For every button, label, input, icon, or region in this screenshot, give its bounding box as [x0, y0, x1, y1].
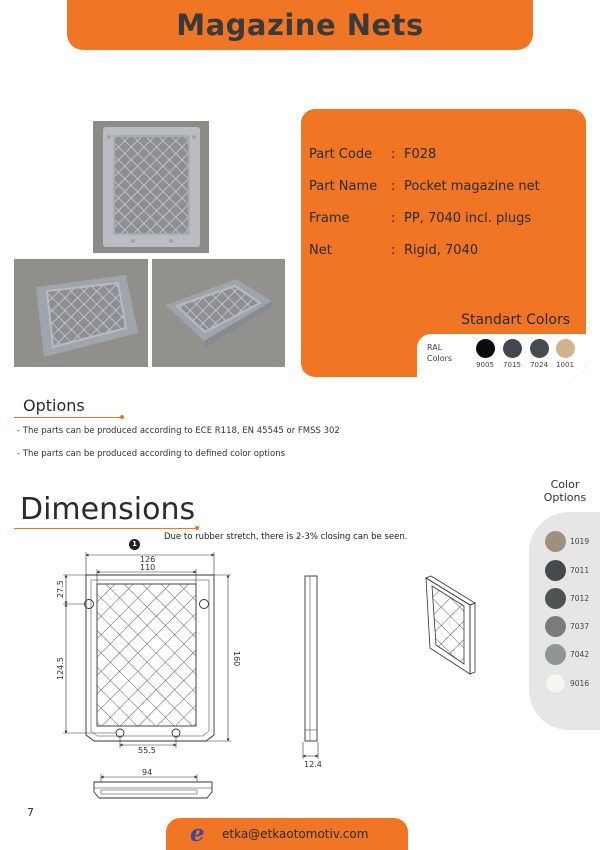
- ral-code-1001: 1001: [556, 361, 574, 369]
- color-code-1019: 1019: [570, 537, 590, 546]
- ral-swatch-9005: [476, 339, 495, 358]
- option-line: - The parts can be produced according to ECE R118, EN 45545 or FMSS 302: [17, 426, 340, 436]
- color-code-7012: 7012: [570, 594, 590, 603]
- color-code-7037: 7037: [570, 622, 590, 631]
- color-code-7042: 7042: [570, 650, 590, 659]
- spec-row-net: [309, 243, 478, 258]
- spec-row-part-code: [309, 147, 436, 162]
- spec-label: Part Code: [309, 147, 373, 162]
- product-photo-angle-left: [14, 259, 148, 367]
- page-number: 7: [27, 806, 34, 819]
- color-code-7011: 7011: [570, 566, 590, 575]
- magazine-net-angle-left-image: [14, 259, 148, 367]
- footer-bar: [166, 818, 408, 850]
- product-photo-front: [93, 121, 209, 253]
- dim-hole-spacing: 55.5: [138, 746, 156, 755]
- spec-separator: :: [391, 211, 396, 226]
- side-view: [305, 576, 317, 741]
- spec-row-part-name: [309, 179, 540, 194]
- options-title: Options: [23, 396, 85, 415]
- dim-top-offset: 27.5: [56, 580, 65, 598]
- color-options-title: Color Options: [543, 478, 587, 504]
- dim-thickness: 12.4: [304, 760, 322, 769]
- color-code-9016: 9016: [570, 679, 590, 688]
- dimensions-underline: [14, 528, 197, 529]
- spec-value: F028: [404, 147, 437, 162]
- spec-card: [301, 109, 586, 377]
- spec-separator: :: [391, 147, 396, 162]
- dim-inner-height: 124.5: [56, 657, 65, 680]
- ral-swatch-1001: [556, 339, 575, 358]
- technical-drawing: [0, 530, 600, 810]
- ral-code-9005: 9005: [476, 361, 494, 369]
- spec-value: PP, 7040 incl. plugs: [404, 211, 532, 226]
- title-bar: [67, 0, 533, 50]
- spec-label: Net: [309, 243, 332, 258]
- dim-overall-width: 126: [140, 555, 156, 564]
- dim-bottom-width: 94: [142, 768, 153, 777]
- ral-swatch-7024: [530, 339, 549, 358]
- dimensions-note: Due to rubber stretch, there is 2-3% closing can be seen.: [164, 532, 408, 542]
- ral-colors-label: RAL Colors: [427, 343, 453, 363]
- dim-inner-width: 110: [140, 563, 156, 572]
- product-photo-angle-right: [152, 259, 285, 367]
- isometric-view: [426, 576, 475, 674]
- standard-colors-title: Standart Colors: [461, 312, 570, 328]
- options-underline: [14, 417, 122, 418]
- ral-code-7024: 7024: [530, 361, 548, 369]
- spec-value: Rigid, 7040: [404, 243, 479, 258]
- spec-separator: :: [391, 243, 396, 258]
- magazine-net-angle-right-image: [152, 259, 285, 367]
- bottom-view: [94, 782, 212, 798]
- spec-value: Pocket magazine net: [404, 179, 540, 194]
- page-title: Magazine Nets: [176, 8, 424, 42]
- dim-overall-height: 160: [232, 651, 241, 667]
- etka-logo-icon: e: [190, 820, 205, 847]
- magazine-net-front-image: [93, 121, 209, 253]
- ral-code-7015: 7015: [503, 361, 521, 369]
- front-view: [85, 575, 215, 741]
- spec-label: Part Name: [309, 179, 378, 194]
- option-line: - The parts can be produced according to defined color options: [17, 449, 286, 459]
- options-underline-dot: [120, 415, 124, 419]
- spec-row-frame: [309, 211, 531, 226]
- footer-email-link[interactable]: etka@etkaotomotiv.com: [222, 827, 369, 841]
- spec-label: Frame: [309, 211, 350, 226]
- spec-separator: :: [391, 179, 396, 194]
- ral-colors-box: [417, 334, 586, 377]
- note-marker: 1: [129, 539, 140, 550]
- dimensions-title: Dimensions: [20, 492, 196, 527]
- ral-swatch-7015: [503, 339, 522, 358]
